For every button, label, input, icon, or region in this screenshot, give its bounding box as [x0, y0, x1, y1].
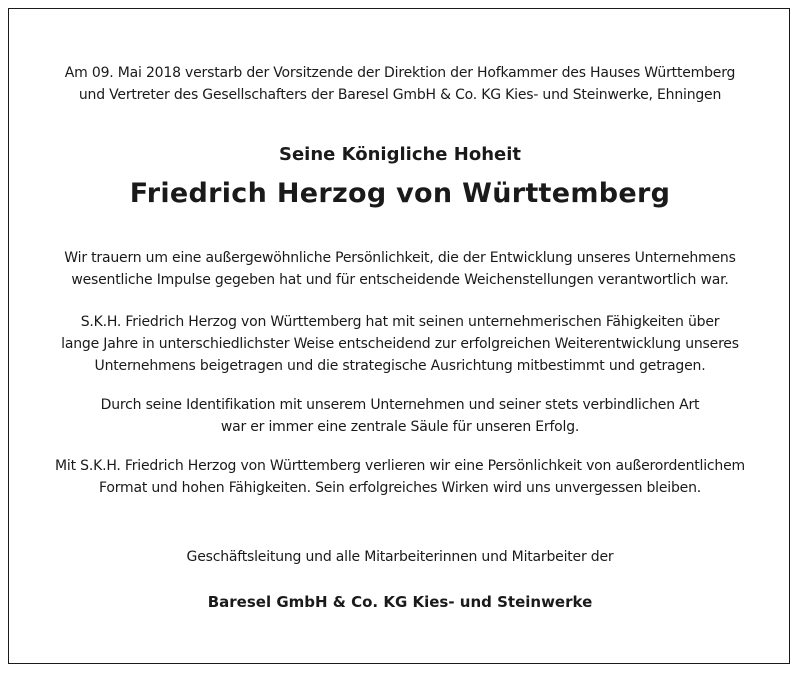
paragraph-3-line-2: war er immer eine zentrale Säule für unseren Erfolg. — [220, 419, 580, 435]
intro-line-2: und Vertreter des Gesellschafters der Baresel GmbH & Co. KG Kies- und Steinwerke, Ehningen — [78, 87, 722, 103]
deceased-name-title: Friedrich Herzog von Württemberg — [129, 178, 671, 209]
paragraph-1-line-2: wesentliche Impulse gegeben hat und für entscheidende Weichenstellungen verantwortlich war. — [71, 272, 729, 288]
paragraph-1-line-1: Wir trauern um eine außergewöhnliche Persönlichkeit, die der Entwicklung unseres Unternehmens — [64, 250, 736, 266]
paragraph-2-line-2: lange Jahre in unterschiedlichster Weise entscheidend zur erfolgreichen Weiterentwicklung unseres — [61, 336, 739, 352]
company-name: Baresel GmbH & Co. KG Kies- und Steinwerke — [207, 593, 593, 611]
paragraph-4-line-1: Mit S.K.H. Friedrich Herzog von Württemberg verlieren wir eine Persönlichkeit von außerordentlichem — [55, 458, 745, 474]
paragraph-2-line-1: S.K.H. Friedrich Herzog von Württemberg hat mit seinen unternehmerischen Fähigkeiten über — [80, 314, 720, 330]
honorific-subtitle: Seine Königliche Hoheit — [278, 144, 522, 165]
signature-line: Geschäftsleitung und alle Mitarbeiterinnen und Mitarbeiter der — [186, 549, 614, 565]
paragraph-3-line-1: Durch seine Identifikation mit unserem Unternehmen und seiner stets verbindlichen Art — [100, 397, 700, 413]
paragraph-4-line-2: Format und hohen Fähigkeiten. Sein erfolgreiches Wirken wird uns unvergessen bleiben. — [98, 480, 701, 496]
paragraph-2-line-3: Unternehmens beigetragen und die strategische Ausrichtung mitbestimmt und getragen. — [94, 358, 706, 374]
intro-line-1: Am 09. Mai 2018 verstarb der Vorsitzende der Direktion der Hofkammer des Hauses Württemberg — [64, 65, 736, 81]
